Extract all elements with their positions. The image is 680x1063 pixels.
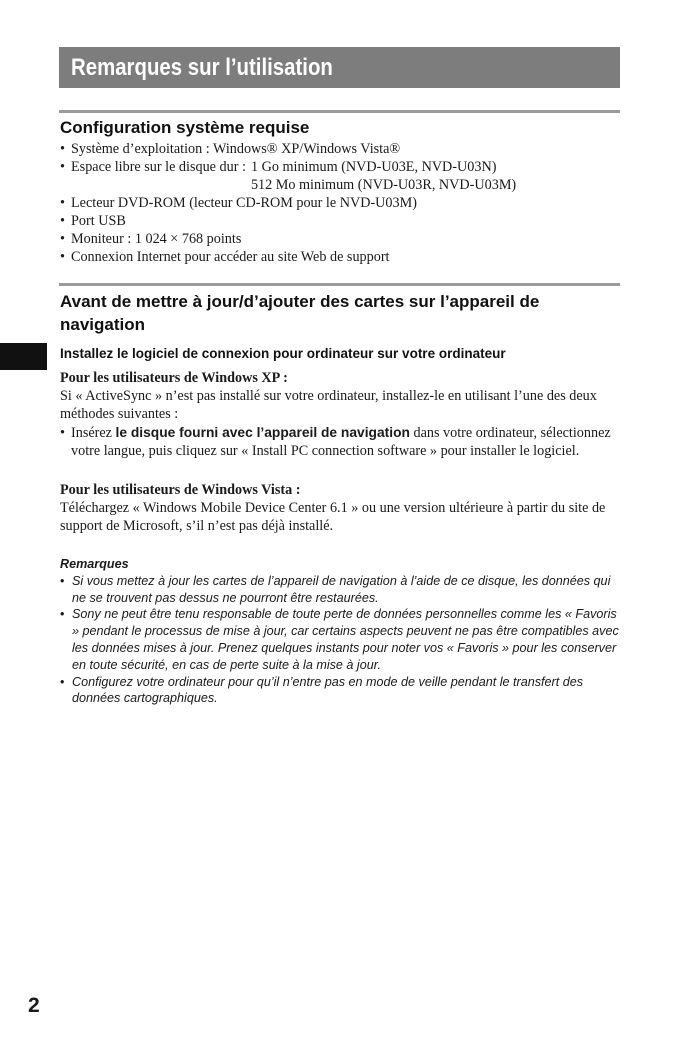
list-item: • Lecteur DVD-ROM (lecteur CD-ROM pour le NVD-U03M) [60, 194, 620, 212]
chapter-tab-marker [0, 343, 47, 370]
system-requirements-list [60, 140, 620, 266]
xp-title: Pour les utilisateurs de Windows XP : [60, 370, 288, 386]
list-item: • Connexion Internet pour accéder au site Web de support [60, 248, 620, 266]
section-divider [59, 110, 620, 113]
notes-heading: Remarques [60, 557, 129, 571]
system-requirements-heading: Configuration système requise [60, 118, 310, 137]
vista-text: Téléchargez « Windows Mobile Device Center 6.1 » ou une version ultérieure à partir du site de support de Microsoft, s’il n’est pas déjà installé. [60, 500, 606, 534]
xp-bullet-emphasis: le disque fourni avec l’appareil de navigation [115, 425, 410, 440]
install-subheading: Installez le logiciel de connexion pour ordinateur sur votre ordinateur [60, 346, 506, 361]
vista-title: Pour les utilisateurs de Windows Vista : [60, 482, 301, 498]
page-title-banner [59, 47, 620, 88]
xp-text: Si « ActiveSync » n’est pas installé sur votre ordinateur, installez-le en utilisant l’une des deux méthodes suivantes : [60, 388, 597, 422]
disk-values [246, 158, 516, 194]
xp-bullet-prefix: Insérez [71, 425, 116, 441]
list-item [60, 424, 620, 460]
note-item: • Sony ne peut être tenu responsable de toute perte de données personnelles comme les « Favoris » pendant le processus de mise à jour, car certains aspects peuvent ne pas être compatibles avec les données mises à jour. Prenez quelques instants pour noter vos « Favoris » pour les conserver en toute sécurité, en cas de perte suite à la mise à jour. [60, 606, 620, 673]
vista-section [60, 481, 620, 535]
list-item: • Système d’exploitation : Windows® XP/Windows Vista® [60, 140, 620, 158]
list-item: • Moniteur : 1 024 × 768 points [60, 230, 620, 248]
xp-section [60, 369, 620, 460]
disk-value: 1 Go minimum (NVD-U03E, NVD-U03N) [250, 159, 497, 175]
notes-section [60, 556, 620, 707]
note-item: • Si vous mettez à jour les cartes de l’appareil de navigation à l’aide de ce disque, les données qui ne se trouvent pas dessus ne pourront être restaurées. [60, 573, 620, 607]
list-item: • Port USB [60, 212, 620, 230]
page-number: 2 [28, 994, 40, 1017]
page-title: Remarques sur l’utilisation [71, 54, 333, 81]
xp-bullet-suffix: dans votre ordinateur, sélectionnez votre langue, puis cliquez sur « Install PC connection software » pour installer le logiciel. [71, 425, 611, 459]
list-item [60, 158, 620, 194]
disk-value: 512 Mo minimum (NVD-U03R, NVD-U03M) [250, 177, 517, 193]
disk-label: • Espace libre sur le disque dur : [71, 159, 246, 175]
section-divider [59, 283, 620, 286]
update-heading: Avant de mettre à jour/d’ajouter des cartes sur l’appareil de navigation [60, 292, 540, 334]
note-item: • Configurez votre ordinateur pour qu’il n’entre pas en mode de veille pendant le transfert des données cartographiques. [60, 674, 620, 708]
